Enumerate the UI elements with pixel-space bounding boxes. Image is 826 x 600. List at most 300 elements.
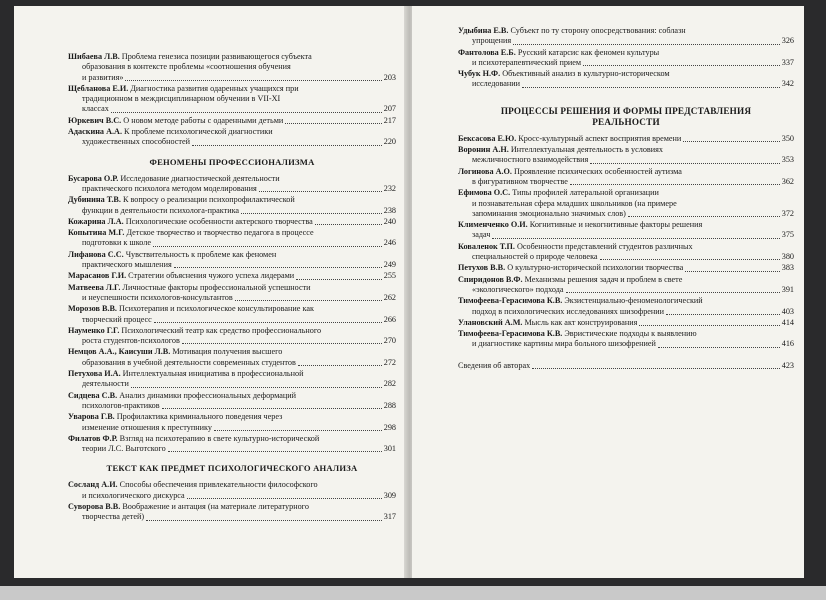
toc-entry <box>458 145 794 166</box>
toc-entry-text <box>472 339 656 349</box>
toc-page-number: 301 <box>383 444 396 454</box>
toc-entry-text <box>472 58 581 68</box>
toc-entry-text <box>82 62 291 71</box>
toc-entry <box>68 304 396 325</box>
toc-title-line: изменение отношения к преступнику <box>82 422 212 432</box>
toc-title-line: Анализ динамики профессиональных деформаций <box>119 390 297 400</box>
toc-entry <box>68 52 396 83</box>
dot-leader <box>658 347 780 348</box>
toc-title-line: О культурно-исторической психологии творчества <box>507 263 684 273</box>
toc-page-number: 416 <box>781 339 794 349</box>
toc-entry-last-line <box>68 336 396 346</box>
dot-leader <box>666 314 780 315</box>
toc-entry-text <box>82 206 239 216</box>
toc-title-line: Эвристические подходы к выявлению <box>564 329 697 339</box>
toc-entry-text <box>458 188 659 197</box>
toc-entry-line <box>68 174 396 184</box>
toc-entry <box>68 480 396 501</box>
toc-entry-line <box>458 220 794 230</box>
toc-entry-text <box>68 326 321 335</box>
toc-entry-text <box>82 423 212 433</box>
toc-title-line: Психологический театр как средство профессионального <box>121 325 322 335</box>
toc-title-line: Взгляд на психотерапию в свете культурно-исторической <box>119 433 320 443</box>
toc-entry-last-line <box>458 318 794 328</box>
toc-entry-last-line <box>68 423 396 433</box>
toc-entry-text <box>458 69 670 78</box>
toc-entry-text <box>472 209 626 219</box>
toc-title-line: художественных способностей <box>82 137 190 147</box>
toc-entry-line <box>458 329 794 339</box>
toc-entry-last-line <box>68 184 396 194</box>
toc-page-number: 309 <box>383 490 396 500</box>
toc-title-line: и диагностике картины мира больного шизофренией <box>472 339 656 349</box>
toc-entry <box>458 296 794 317</box>
toc-entry <box>458 48 794 69</box>
toc-title-line: Проявление психических особенностей аутизма <box>514 166 682 176</box>
toc-title-line: роста студентов-психологов <box>82 336 180 346</box>
toc-entry-line <box>458 188 794 198</box>
toc-title-line: психологов-практиков <box>82 400 160 410</box>
toc-entry-line <box>458 145 794 155</box>
toc-entry-text <box>472 36 511 46</box>
toc-entry <box>68 434 396 455</box>
toc-entry-line <box>68 412 396 422</box>
toc-entry <box>68 502 396 523</box>
toc-title-line: Психотерапия и психологическое консультирование как <box>119 304 314 314</box>
toc-page-number: 240 <box>383 216 396 226</box>
toc-entry-text <box>82 512 144 522</box>
dot-leader <box>241 213 382 214</box>
toc-entry <box>68 84 396 115</box>
toc-entry-line <box>458 275 794 285</box>
toc-entry <box>68 326 396 347</box>
toc-entry-last-line <box>68 271 396 281</box>
toc-title-line: Диагностика развития одаренных учащихся при <box>130 83 299 93</box>
toc-page-number: 238 <box>383 205 396 215</box>
section-title: ФЕНОМЕНЫ ПРОФЕССИОНАЛИЗМА <box>149 156 315 167</box>
section-heading <box>68 157 396 168</box>
toc-entry-last-line <box>458 230 794 240</box>
toc-entry-line <box>458 69 794 79</box>
dot-leader <box>600 259 780 260</box>
section-title: ПРОЦЕССЫ РЕШЕНИЯ И ФОРМЫ ПРЕДСТАВЛЕНИЯ <box>500 105 752 116</box>
right-page-toc <box>412 6 804 372</box>
toc-entry <box>458 361 794 371</box>
toc-entry-last-line <box>68 358 396 368</box>
toc-page-number: 262 <box>383 292 396 302</box>
toc-page-number: 372 <box>781 208 794 218</box>
toc-title-line: Профилактика криминального поведения через <box>116 412 283 422</box>
toc-entry-text <box>472 230 490 240</box>
toc-page-number: 380 <box>781 252 794 262</box>
toc-entry-line <box>68 480 396 490</box>
toc-entry-last-line <box>458 361 794 371</box>
toc-entry-text <box>68 250 276 259</box>
dot-leader <box>111 112 382 113</box>
toc-entry <box>68 369 396 390</box>
toc-author: Сосланд А.И. <box>68 480 118 490</box>
toc-entry-text <box>472 155 588 165</box>
toc-author: Адаскина А.А. <box>68 127 122 137</box>
toc-title-line: Интеллектуальная инициатива в профессиональной <box>122 369 304 379</box>
toc-entry-text <box>82 401 160 411</box>
toc-entry-text <box>82 379 129 389</box>
toc-entry-text <box>82 104 109 114</box>
toc-title-line: творчества детей) <box>82 512 145 522</box>
toc-entry-text <box>458 167 682 176</box>
toc-entry <box>68 228 396 249</box>
dot-leader <box>639 325 779 326</box>
toc-page-number: 403 <box>781 306 794 316</box>
toc-author: Суворова В.В. <box>68 501 121 511</box>
dot-leader <box>583 65 780 66</box>
toc-entry-line <box>68 52 396 62</box>
toc-page-number: 282 <box>383 379 396 389</box>
toc-title-line: упрощения <box>472 36 512 46</box>
toc-title-line: Субъект по ту сторону опосредствования: соблазн <box>510 26 686 35</box>
dot-leader <box>513 44 780 45</box>
toc-entry-line <box>458 48 794 58</box>
toc-page-number: 266 <box>383 314 396 324</box>
toc-author: Сидцева С.В. <box>68 390 118 400</box>
toc-author: Ефимова О.С. <box>458 188 511 198</box>
toc-entry-last-line <box>458 252 794 262</box>
toc-page-number: 246 <box>383 238 396 248</box>
toc-author: Морозов В.В. <box>68 304 117 314</box>
toc-entry-text <box>458 145 663 154</box>
toc-title-line: и развития» <box>82 72 124 82</box>
toc-entry-text <box>472 79 520 89</box>
toc-entry-line <box>458 199 794 209</box>
toc-title-line: Механизмы решения задач и проблем в свете <box>524 274 683 284</box>
section-title-line2: РЕАЛЬНОСТИ <box>592 116 660 127</box>
dot-leader <box>315 224 382 225</box>
toc-title-line: К вопросу о реализации психопрофилактической <box>122 195 295 205</box>
toc-entry-last-line <box>68 293 396 303</box>
dot-leader <box>214 430 382 431</box>
toc-entry-line <box>68 250 396 260</box>
toc-entry-last-line <box>68 238 396 248</box>
toc-entry <box>458 26 794 47</box>
toc-entry-last-line <box>68 73 396 83</box>
toc-page-number: 217 <box>383 115 396 125</box>
toc-title-line: Способы обеспечения привлекательности философского <box>119 480 318 490</box>
toc-title-line: практического психолога методом моделирования <box>82 183 257 193</box>
toc-entry-last-line <box>68 137 396 147</box>
toc-entry-line <box>68 369 396 379</box>
section-title: ТЕКСТ КАК ПРЕДМЕТ ПСИХОЛОГИЧЕСКОГО АНАЛИЗА <box>106 463 358 474</box>
toc-page-number: 391 <box>781 284 794 294</box>
toc-entry-last-line <box>68 104 396 114</box>
toc-entry-text <box>458 296 703 305</box>
toc-entry-last-line <box>458 155 794 165</box>
dot-leader <box>590 163 779 164</box>
toc-entry-text <box>82 260 172 270</box>
toc-entry-line <box>68 94 396 104</box>
toc-page-number: 337 <box>781 57 794 67</box>
toc-entry-text <box>82 358 296 368</box>
toc-entry-text <box>68 217 313 227</box>
scanner-edge <box>0 586 826 600</box>
toc-author: Тимофеева-Герасимова К.В. <box>458 329 563 339</box>
toc-page-number: 383 <box>781 263 794 273</box>
toc-entry-text <box>82 94 280 103</box>
toc-author: Науменко Г.Г. <box>68 325 120 335</box>
dot-leader <box>259 191 382 192</box>
spacer <box>458 351 794 361</box>
toc-entry-text <box>68 52 312 61</box>
dot-leader <box>285 123 381 124</box>
section-heading <box>68 463 396 474</box>
toc-entry <box>68 195 396 216</box>
toc-entry-text <box>82 293 233 303</box>
toc-entry-line <box>68 84 396 94</box>
toc-title-line: традиционном в междисциплинарном обучении в VII-XI <box>82 94 281 104</box>
toc-title-line: Сведения об авторах <box>458 360 531 370</box>
toc-entry-text <box>68 304 314 313</box>
toc-entry-last-line <box>68 512 396 522</box>
dot-leader <box>131 387 382 388</box>
toc-author: Чубук Н.Ф. <box>458 69 501 79</box>
toc-entry-text <box>68 502 309 511</box>
toc-entry-last-line <box>458 209 794 219</box>
toc-entry-text <box>458 263 683 273</box>
toc-entry-line <box>68 391 396 401</box>
toc-page-number: 362 <box>781 176 794 186</box>
dot-leader <box>235 300 382 301</box>
toc-entry-line <box>68 228 396 238</box>
toc-page-number: 350 <box>781 133 794 143</box>
toc-author: Фантолова Е.Б. <box>458 47 516 57</box>
toc-entry-line <box>458 296 794 306</box>
toc-entry-text <box>68 412 282 421</box>
toc-title-line: теории Л.С. Выготского <box>82 444 166 454</box>
toc-entry <box>68 116 396 126</box>
toc-entry <box>458 134 794 144</box>
toc-title-line: Кросс-культурный аспект восприятия времени <box>518 133 682 143</box>
toc-entry-text <box>472 177 568 187</box>
toc-entry-last-line <box>458 285 794 295</box>
toc-entry-text <box>472 307 664 317</box>
toc-author: Немцов А.А., Каисуши Л.В. <box>68 347 171 357</box>
toc-entry-text <box>82 184 257 194</box>
toc-title-line: Воображение и антация (на материале литературного <box>122 501 309 511</box>
toc-page-number: 342 <box>781 79 794 89</box>
toc-entry-text <box>458 220 702 229</box>
toc-entry-last-line <box>458 263 794 273</box>
toc-title-line: К проблеме психологической диагностики <box>124 127 273 137</box>
toc-entry <box>68 347 396 368</box>
toc-entry-last-line <box>68 491 396 501</box>
toc-entry-last-line <box>458 134 794 144</box>
toc-entry <box>68 391 396 412</box>
toc-entry-last-line <box>68 379 396 389</box>
toc-title-line: Мотивация получения высшего <box>172 347 283 357</box>
toc-author: Шибаева Л.В. <box>68 52 120 61</box>
left-page-toc <box>14 6 408 524</box>
toc-entry <box>68 283 396 304</box>
toc-entry-text <box>68 195 295 204</box>
toc-entry-text <box>82 315 152 325</box>
toc-entry <box>68 271 396 281</box>
toc-entry-text <box>458 48 659 57</box>
toc-entry-line <box>68 127 396 137</box>
toc-title-line: Исследование диагностической деятельности <box>120 173 280 183</box>
toc-entry-line <box>68 347 396 357</box>
toc-entry-last-line <box>68 315 396 325</box>
dot-leader <box>153 246 382 247</box>
toc-title-line: Объективный анализ в культурно-историческом <box>502 69 670 79</box>
dot-leader <box>628 216 780 217</box>
toc-entry <box>68 174 396 195</box>
toc-page-number: 232 <box>383 183 396 193</box>
toc-author: Дубинина Т.В. <box>68 195 121 205</box>
toc-page-number: 288 <box>383 400 396 410</box>
toc-entry <box>68 127 396 148</box>
toc-page-number: 220 <box>383 137 396 147</box>
toc-author: Бусарова О.Р. <box>68 173 119 183</box>
dot-leader <box>146 520 382 521</box>
toc-entry-text <box>458 318 637 328</box>
toc-author: Лифанова С.С. <box>68 249 124 259</box>
toc-title-line: межличностного взаимодействия <box>472 155 589 165</box>
toc-title-line: и познавательная сфера младших школьников (на примере <box>472 198 677 208</box>
toc-author: Петухова И.А. <box>68 369 121 379</box>
toc-author: Марасанов Г.И. <box>68 271 127 281</box>
toc-title-line: практического мышления <box>82 260 172 270</box>
toc-entry-last-line <box>458 36 794 46</box>
toc-entry-text <box>458 361 530 371</box>
toc-title-line: подготовки к школе <box>82 238 151 248</box>
toc-entry <box>68 250 396 271</box>
toc-entry-last-line <box>458 58 794 68</box>
toc-entry-line <box>68 195 396 205</box>
toc-entry-text <box>68 174 280 183</box>
toc-title-line: образования в учебной деятельности современных студентов <box>82 357 296 367</box>
toc-entry-text <box>68 127 273 136</box>
toc-entry-line <box>68 283 396 293</box>
toc-page-number: 298 <box>383 422 396 432</box>
toc-entry-last-line <box>68 217 396 227</box>
toc-entry <box>458 69 794 90</box>
toc-entry-text <box>458 275 682 284</box>
dot-leader <box>683 141 779 142</box>
toc-page-number: 272 <box>383 357 396 367</box>
dot-leader <box>566 292 780 293</box>
dot-leader <box>187 498 382 499</box>
toc-author: Улановский А.М. <box>458 317 523 327</box>
toc-author: Логинова А.О. <box>458 166 512 176</box>
toc-title-line: функции в деятельности психолога-практика <box>82 205 240 215</box>
toc-author: Тимофеева-Герасимова К.В. <box>458 296 563 306</box>
dot-leader <box>298 365 382 366</box>
toc-author: Спиридонов В.Ф. <box>458 274 523 284</box>
toc-author: Кожарина Л.А. <box>68 216 124 226</box>
toc-entry-text <box>68 271 294 281</box>
left-page <box>14 6 408 578</box>
dot-leader <box>296 279 382 280</box>
toc-entry <box>458 167 794 188</box>
toc-author: Уварова Г.В. <box>68 412 115 422</box>
toc-title-line: подход в психологических исследованиях шизофрении <box>472 306 665 316</box>
toc-entry <box>458 220 794 241</box>
dot-leader <box>182 343 382 344</box>
toc-page-number: 317 <box>383 512 396 522</box>
toc-author: Матвеева Л.Г. <box>68 282 121 292</box>
toc-title-line: запоминания эмоционально значимых слов) <box>472 208 626 218</box>
dot-leader <box>168 451 382 452</box>
toc-entry-last-line <box>458 307 794 317</box>
toc-entry-text <box>68 116 283 126</box>
toc-author: Щебланова Е.И. <box>68 83 129 93</box>
toc-entry-text <box>68 283 311 292</box>
toc-entry-text <box>472 199 677 208</box>
toc-entry <box>458 329 794 350</box>
toc-title-line: специальностей о природе человека <box>472 252 598 262</box>
toc-entry-last-line <box>68 206 396 216</box>
toc-entry-last-line <box>68 444 396 454</box>
toc-entry-text <box>68 391 296 400</box>
dot-leader <box>492 238 779 239</box>
dot-leader <box>570 184 780 185</box>
toc-author: Филатов Ф.Р. <box>68 433 118 443</box>
toc-entry-text <box>68 480 318 489</box>
toc-entry-line <box>68 502 396 512</box>
toc-entry-last-line <box>458 177 794 187</box>
dot-leader <box>174 267 382 268</box>
toc-title-line: исследовании <box>472 79 521 89</box>
toc-title-line: Когнитивные и некогнитивные факторы решения <box>529 220 703 230</box>
toc-entry-line <box>68 304 396 314</box>
toc-entry <box>458 188 794 219</box>
toc-title-line: и психотерапевтический прием <box>472 57 582 67</box>
dot-leader <box>192 145 382 146</box>
toc-title-line: Интеллектуальная деятельность в условиях <box>510 145 664 155</box>
toc-entry-last-line <box>68 116 396 126</box>
toc-title-line: и неуспешности психологов-консультантов <box>82 292 233 302</box>
toc-title-line: в фигуративном творчестве <box>472 176 568 186</box>
toc-author: Копытина М.Г. <box>68 228 125 238</box>
toc-entry-text <box>68 434 319 443</box>
toc-entry-text <box>82 336 180 346</box>
toc-page-number: 270 <box>383 336 396 346</box>
toc-entry-text <box>82 491 185 501</box>
toc-title-line: Особенности представлений студентов различных <box>516 241 693 251</box>
toc-title-line: задач <box>472 230 491 240</box>
toc-title-line: Чувствительность к проблеме как феномен <box>125 249 277 259</box>
toc-page-number: 255 <box>383 271 396 281</box>
toc-entry-text <box>458 329 697 338</box>
toc-title-line: творческий процесс <box>82 314 152 324</box>
toc-title-line: Русский катарсис как феномен культуры <box>517 47 660 57</box>
toc-entry-text <box>458 134 681 144</box>
toc-title-line: Личностные факторы профессиональной успешности <box>122 282 311 292</box>
toc-entry-text <box>472 285 564 295</box>
dot-leader <box>685 271 779 272</box>
toc-page-number: 207 <box>383 104 396 114</box>
toc-page-number: 423 <box>781 360 794 370</box>
toc-entry <box>68 412 396 433</box>
dot-leader <box>154 322 382 323</box>
toc-entry <box>458 275 794 296</box>
toc-entry-text <box>68 228 314 237</box>
toc-entry <box>458 318 794 328</box>
toc-entry-last-line <box>458 339 794 349</box>
toc-page-number: 375 <box>781 230 794 240</box>
toc-entry-last-line <box>458 79 794 89</box>
toc-page-number: 203 <box>383 72 396 82</box>
toc-title-line: Мысль как акт конструирования <box>524 317 638 327</box>
